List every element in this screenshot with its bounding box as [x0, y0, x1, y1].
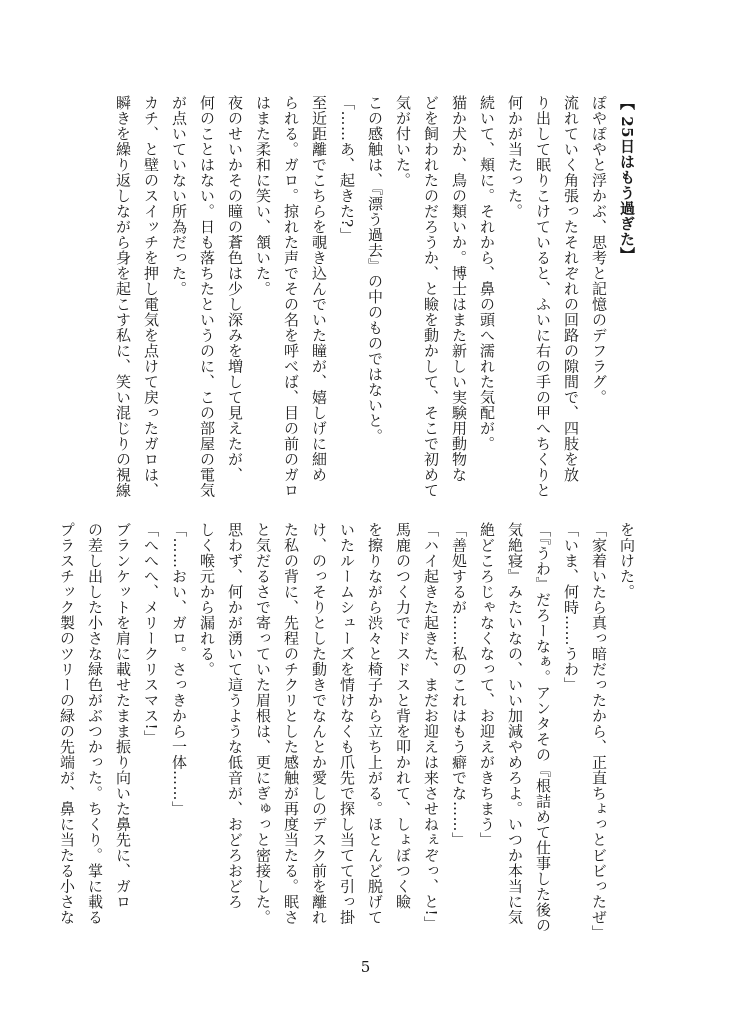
text-line: 気が付いた。	[394, 95, 412, 188]
text-line: この感触は、『漂う過去』の中のものではないと。	[366, 95, 384, 444]
chapter-title: 【 25日はもう過ぎた】	[618, 95, 636, 263]
text-line: カチ、と壁のスイッチを押し電気を点けて戻ったガロは、	[142, 95, 160, 498]
text-line: られる。ガロ。掠れた声でその名を呼べば、目の前のガロ	[282, 95, 300, 498]
text-line: け、のっそりとした動きでなんとか愛しのデスク前を離れ	[310, 522, 328, 925]
text-line: しく喉元から漏れる。	[198, 522, 216, 677]
text-line: 続いて、頬に。それから、鼻の頭へ濡れた気配が。	[478, 95, 496, 452]
text-line: 瞬きを繰り返しながら身を起こす私に、笑い混じりの視線	[114, 95, 132, 498]
text-line: 気絶寝』みたいなの、いい加減やめろよ。いつか本当に気	[506, 522, 524, 925]
text-line: り出して眠りこけていると、ふいに右の手の甲へちくりと	[534, 95, 552, 498]
text-line: の差し出した小さな緑色がぶつかった。ちくり。掌に載る	[86, 522, 104, 925]
text-line: 「善処するが……私のこれはもう癖でな……」	[450, 522, 468, 848]
page-number: 5	[360, 958, 371, 976]
text-line: と気だるさで寄っていた眉根は、更にぎゅっと密接した。	[254, 522, 272, 925]
text-line: た私の背に、先程のチクリとした感触が再度当たる。眠さ	[282, 522, 300, 925]
text-line: 馬鹿のつく力でドスドスと背を叩かれて、しょぼつく瞼	[394, 522, 412, 910]
text-line: プラスチック製のツリーの緑の先端が、鼻に当たる小さな	[58, 522, 76, 925]
text-line: 「ハイ起きた起きた、まだお迎えは来させねぇぞっ、と!」	[422, 522, 440, 932]
text-line: 「いま、何時……うわ」	[562, 522, 580, 693]
text-line: 夜のせいかその瞳の蒼色は少し深みを増して見えたが、	[226, 95, 244, 483]
upper-text-block	[114, 95, 641, 500]
lower-text-block	[58, 522, 641, 941]
text-line: 何のことはない。日も落ちたというのに、この部屋の電気	[198, 95, 216, 498]
text-line: ぽやぽやと浮かぶ、思考と記憶のデフラグ。	[590, 95, 608, 405]
text-line: 「……おい、ガロ。さっきから一体……」	[170, 522, 188, 817]
text-line: はまた柔和に笑い、頷いた。	[254, 95, 272, 297]
text-line: を擦りながら渋々と椅子から立ち上がる。ほとんど脱げて	[366, 522, 384, 925]
text-line: 「家着いたら真っ暗だったから、正直ちょっとビビったぜ」	[590, 522, 608, 941]
text-line: 「へへへ、メリークリスマス!」	[142, 522, 160, 746]
text-line: いたルームシューズを情けなくも爪先で探し当てて引っ掛	[338, 522, 356, 925]
text-line: どを飼われたのだろうか、と瞼を動かして、そこで初めて	[422, 95, 440, 498]
text-line: 「……あ、起きた?」	[338, 95, 356, 244]
text-line: ブランケットを肩に載せたまま振り向いた鼻先に、ガロ	[114, 522, 132, 910]
text-line: 流れていく角張ったそれぞれの回路の隙間で、四肢を放	[562, 95, 580, 483]
text-line: が点いていない所為だった。	[170, 95, 188, 297]
text-line: 思わず、何かが湧いて這うような低音が、おどろおどろ	[226, 522, 244, 910]
text-line: 猫か犬か、鳥の類いか。博士はまた新しい実験用動物な	[450, 95, 468, 483]
text-line: を向けた。	[618, 522, 636, 600]
text-line: 至近距離でこちらを覗き込んでいた瞳が、嬉しげに細め	[310, 95, 328, 483]
text-line: 「『うわ』だろーなぁ。アンタその『根詰めて仕事した後の	[534, 522, 552, 933]
text-line: 何かが当たった。	[506, 95, 524, 219]
text-line: 絶どころじゃなくなって、お迎えがきちまう」	[478, 522, 496, 848]
